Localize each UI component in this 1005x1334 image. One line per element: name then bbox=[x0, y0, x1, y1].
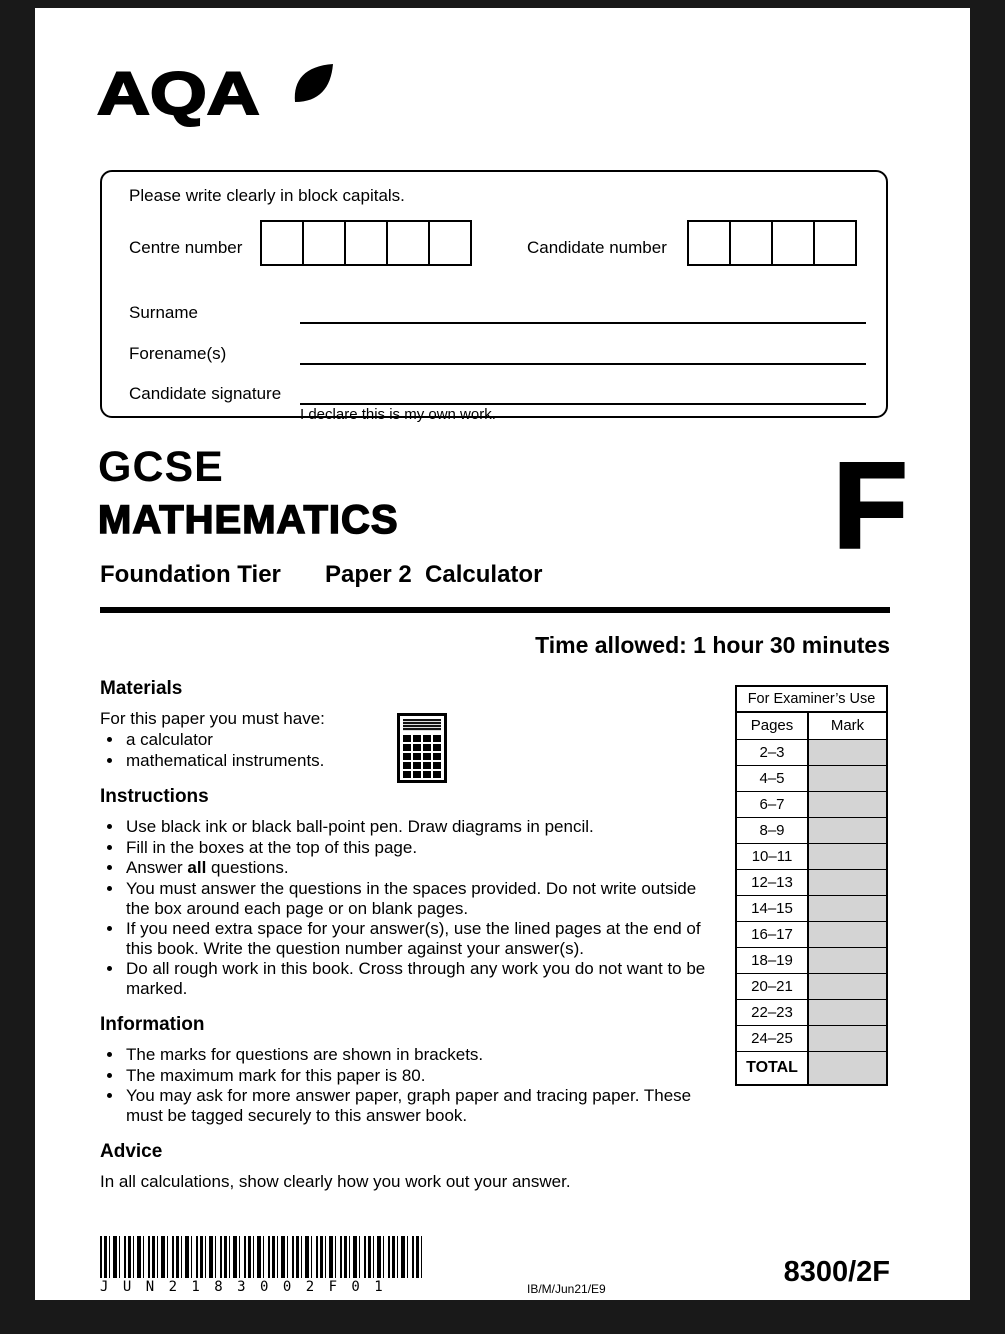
examiner-table-row: 20–21 bbox=[737, 973, 886, 999]
advice-section bbox=[100, 1141, 716, 1191]
candidate-number-cell[interactable] bbox=[771, 220, 815, 266]
instruction-item: • Fill in the boxes at the top of this page. bbox=[124, 838, 716, 858]
instruction-item: • Do all rough work in this book. Cross through any work you do not want to be marked. bbox=[124, 959, 716, 998]
surname-label: Surname bbox=[129, 303, 198, 322]
calculator-display bbox=[403, 719, 441, 731]
instruction-item: • Use black ink or black ball-point pen. Draw diagrams in pencil. bbox=[124, 817, 716, 837]
print-reference: IB/M/Jun21/E9 bbox=[527, 1282, 606, 1296]
forenames-label: Forename(s) bbox=[129, 344, 227, 363]
examiner-table-row: 14–15 bbox=[737, 895, 886, 921]
mark-cell bbox=[809, 1000, 886, 1025]
examiner-table-header bbox=[737, 713, 886, 739]
information-item: • You may ask for more answer paper, graph paper and tracing paper. These must be tagged securely to this answer book. bbox=[124, 1086, 716, 1125]
mark-column-header: Mark bbox=[809, 713, 886, 739]
mark-cell bbox=[809, 922, 886, 947]
subject-title: MATHEMATICS bbox=[98, 498, 399, 542]
examiner-table-row: 18–19 bbox=[737, 947, 886, 973]
paper-code: 8300/2F bbox=[783, 1256, 890, 1288]
paper-label: Paper 2 Calculator bbox=[325, 561, 543, 588]
mark-cell bbox=[809, 896, 886, 921]
time-allowed: Time allowed: 1 hour 30 minutes bbox=[535, 632, 890, 658]
materials-item: • a calculator bbox=[124, 730, 716, 750]
candidate-number-cell[interactable] bbox=[687, 220, 731, 266]
total-mark-cell bbox=[809, 1052, 886, 1084]
instructions-section bbox=[100, 786, 716, 998]
mark-cell bbox=[809, 818, 886, 843]
centre-number-label: Centre number bbox=[129, 238, 243, 257]
front-page-text bbox=[100, 678, 716, 1208]
divider-rule bbox=[100, 607, 890, 613]
examiner-table-row: 2–3 bbox=[737, 739, 886, 765]
instruction-item: • You must answer the questions in the spaces provided. Do not write outside the box around each page or on blank pages. bbox=[124, 879, 716, 918]
candidate-number-cell[interactable] bbox=[729, 220, 773, 266]
candidate-number-boxes bbox=[687, 220, 857, 266]
advice-heading: Advice bbox=[100, 1141, 163, 1163]
instruction-item: • Answer all questions. bbox=[124, 858, 716, 878]
examiner-table-row: 16–17 bbox=[737, 921, 886, 947]
instruction-item: • If you need extra space for your answer(s), use the lined pages at the end of this book. Write the question number against your answer(s). bbox=[124, 919, 716, 958]
signature-label: Candidate signature bbox=[129, 384, 282, 403]
qualification-title: GCSE bbox=[98, 443, 224, 491]
candidate-number-cell[interactable] bbox=[813, 220, 857, 266]
materials-intro: For this paper you must have: bbox=[100, 708, 325, 728]
exam-paper-front-page bbox=[35, 8, 970, 1300]
tier-label: Foundation Tier bbox=[100, 561, 281, 588]
information-heading: Information bbox=[100, 1014, 205, 1036]
mark-cell bbox=[809, 766, 886, 791]
centre-number-cell[interactable] bbox=[428, 220, 472, 266]
instructions-heading: Instructions bbox=[100, 786, 209, 808]
mark-cell bbox=[809, 740, 886, 765]
mark-cell bbox=[809, 844, 886, 869]
block-capitals-note: Please write clearly in block capitals. bbox=[129, 186, 405, 205]
signature-field-line[interactable] bbox=[300, 403, 866, 405]
centre-number-boxes bbox=[260, 220, 472, 266]
mark-cell bbox=[809, 974, 886, 999]
examiner-table-row: 8–9 bbox=[737, 817, 886, 843]
examiner-table-row: 22–23 bbox=[737, 999, 886, 1025]
total-label: TOTAL bbox=[737, 1052, 809, 1084]
paper-subtitle bbox=[100, 561, 700, 591]
candidate-number-label: Candidate number bbox=[527, 238, 667, 257]
examiner-use-table bbox=[735, 685, 888, 1086]
aqa-logo bbox=[97, 60, 260, 144]
examiner-table-row: 10–11 bbox=[737, 843, 886, 869]
tier-letter: F bbox=[833, 437, 908, 573]
calculator-icon bbox=[397, 713, 447, 783]
mark-cell bbox=[809, 870, 886, 895]
materials-section bbox=[100, 678, 716, 770]
advice-text: In all calculations, show clearly how you work out your answer. bbox=[100, 1172, 571, 1192]
surname-field-line[interactable] bbox=[300, 322, 866, 324]
materials-item: • mathematical instruments. bbox=[124, 751, 716, 771]
information-item: • The marks for questions are shown in brackets. bbox=[124, 1045, 716, 1065]
mark-cell bbox=[809, 792, 886, 817]
examiner-table-row: 6–7 bbox=[737, 791, 886, 817]
mark-cell bbox=[809, 1026, 886, 1051]
centre-number-cell[interactable] bbox=[302, 220, 346, 266]
pages-column-header: Pages bbox=[737, 713, 809, 739]
examiner-table-row: 4–5 bbox=[737, 765, 886, 791]
information-item: • The maximum mark for this paper is 80. bbox=[124, 1066, 716, 1086]
candidate-details-box bbox=[100, 170, 888, 423]
mark-cell bbox=[809, 948, 886, 973]
calculator-keys bbox=[403, 735, 441, 778]
aqa-logo-text: AQA bbox=[97, 60, 260, 127]
centre-number-cell[interactable] bbox=[386, 220, 430, 266]
information-section bbox=[100, 1014, 716, 1125]
declaration-text: I declare this is my own work. bbox=[300, 406, 496, 423]
centre-number-cell[interactable] bbox=[344, 220, 388, 266]
barcode-text: J U N 2 1 8 3 0 0 2 F 0 1 bbox=[100, 1279, 386, 1295]
forenames-field-line[interactable] bbox=[300, 363, 866, 365]
materials-heading: Materials bbox=[100, 678, 183, 699]
examiner-table-row: 24–25 bbox=[737, 1025, 886, 1051]
examiner-table-title: For Examiner’s Use bbox=[735, 685, 888, 713]
centre-number-cell[interactable] bbox=[260, 220, 304, 266]
examiner-table-total-row bbox=[737, 1051, 886, 1084]
aqa-leaf-icon bbox=[289, 62, 335, 104]
examiner-table-row: 12–13 bbox=[737, 869, 886, 895]
